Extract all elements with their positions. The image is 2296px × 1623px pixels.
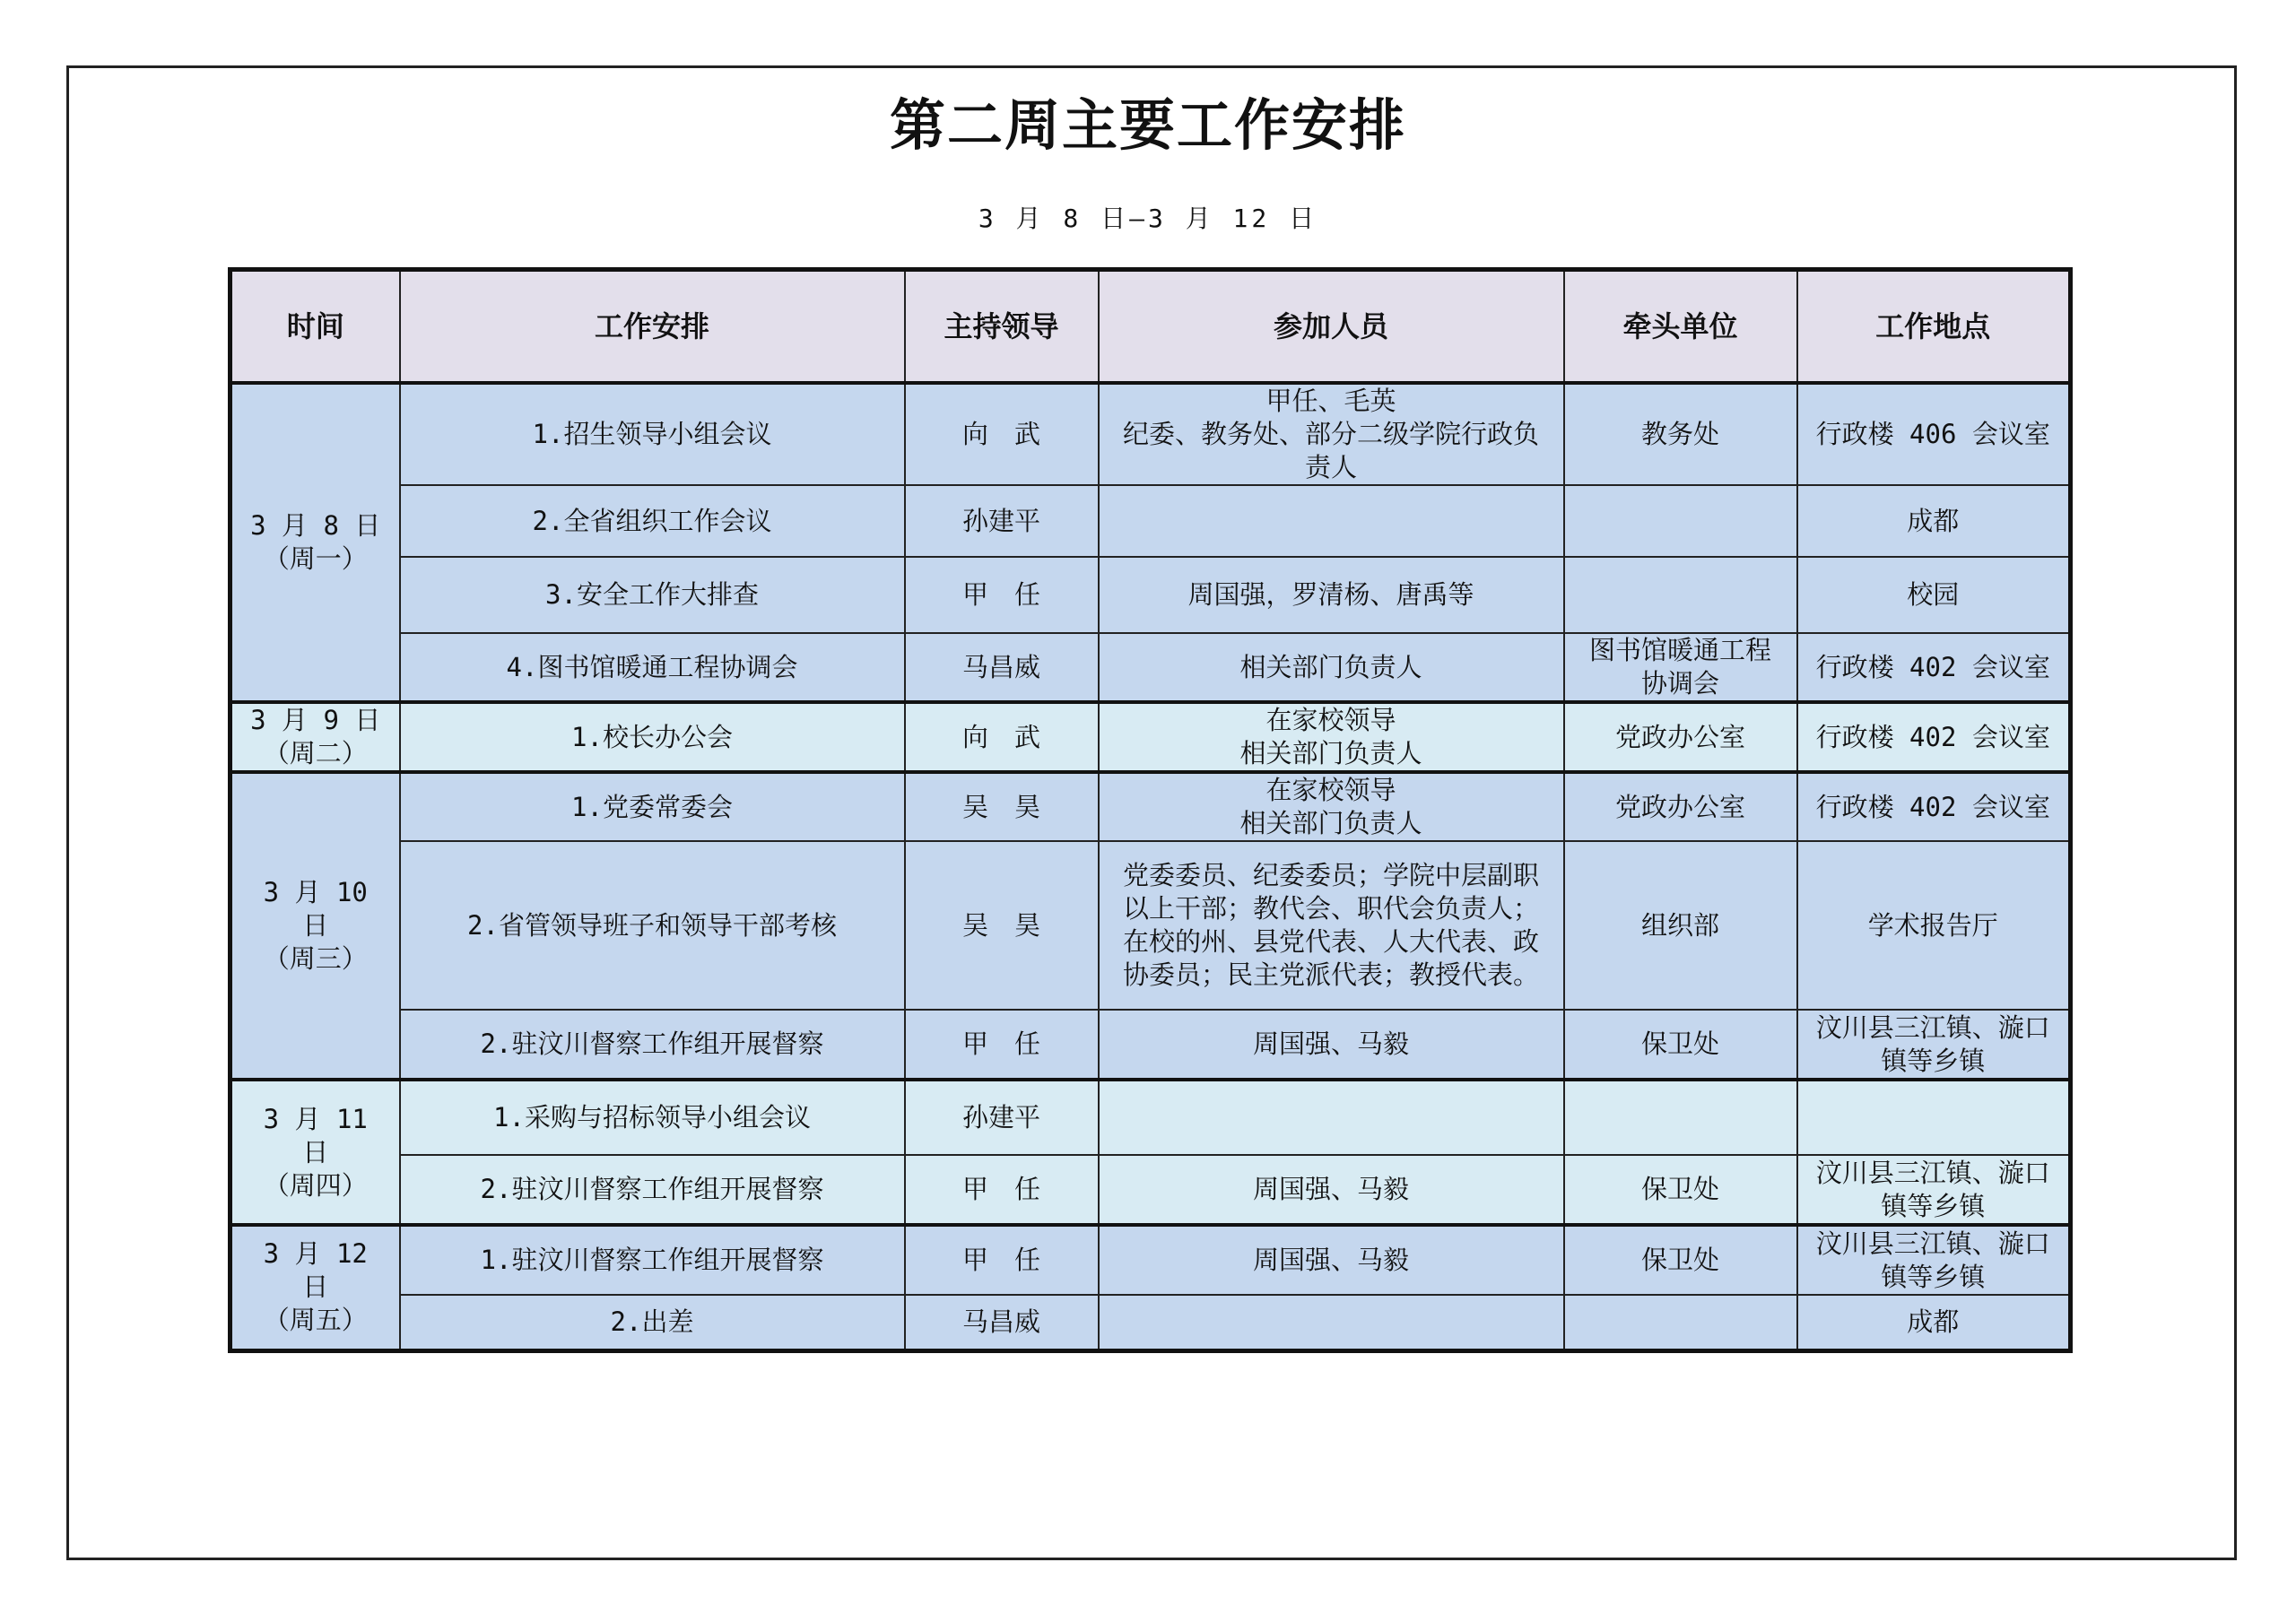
day-cell bbox=[230, 1080, 400, 1225]
attendees-cell bbox=[1099, 1295, 1564, 1350]
header-work: 工作安排 bbox=[400, 270, 905, 384]
table-row bbox=[230, 1080, 2071, 1155]
table-row bbox=[230, 702, 2071, 772]
day-date: 3 月 8 日 bbox=[250, 510, 381, 541]
attendees-line: 纪委、教务处、部分二级学院行政负责人 bbox=[1122, 419, 1539, 482]
day-date: 3 月 11 日 bbox=[263, 1103, 368, 1167]
header-unit: 牵头单位 bbox=[1564, 270, 1797, 384]
attendees-cell: 周国强、马毅 bbox=[1099, 1010, 1564, 1080]
location-cell: 行政楼 402 会议室 bbox=[1797, 702, 2071, 772]
unit-cell: 教务处 bbox=[1564, 383, 1797, 485]
date-range: 3 月 8 日—3 月 12 日 bbox=[978, 204, 1318, 233]
attendees-cell: 党委委员、纪委委员；学院中层副职以上干部；教代会、职代会负责人；在校的州、县党代表、人大代表、政协委员；民主党派代表；教授代表。 bbox=[1099, 841, 1564, 1010]
day-cell bbox=[230, 772, 400, 1080]
location-cell: 行政楼 402 会议室 bbox=[1797, 633, 2071, 702]
task-cell: 1.采购与招标领导小组会议 bbox=[400, 1080, 905, 1155]
attendees-cell bbox=[1099, 383, 1564, 485]
table-header-row bbox=[230, 270, 2071, 384]
attendees-cell: 周国强、马毅 bbox=[1099, 1225, 1564, 1295]
attendees-cell: 周国强、马毅 bbox=[1099, 1155, 1564, 1225]
location-cell: 学术报告厅 bbox=[1797, 841, 2071, 1010]
unit-cell bbox=[1564, 485, 1797, 557]
leader-cell: 马昌威 bbox=[905, 1295, 1099, 1350]
day-cell bbox=[230, 1225, 400, 1350]
task-cell: 2.驻汶川督察工作组开展督察 bbox=[400, 1155, 905, 1225]
leader-cell: 甲 任 bbox=[905, 557, 1099, 633]
task-cell: 2.出差 bbox=[400, 1295, 905, 1350]
location-cell: 行政楼 406 会议室 bbox=[1797, 383, 2071, 485]
day-date: 3 月 12 日 bbox=[263, 1238, 368, 1303]
table-row bbox=[230, 1225, 2071, 1295]
table-row bbox=[230, 1155, 2071, 1225]
day-weekday: （周二） bbox=[263, 738, 368, 768]
leader-cell: 孙建平 bbox=[905, 485, 1099, 557]
location-cell bbox=[1797, 1080, 2071, 1155]
day-cell bbox=[230, 702, 400, 772]
table-row bbox=[230, 1295, 2071, 1350]
table-row bbox=[230, 633, 2071, 702]
unit-cell bbox=[1564, 1080, 1797, 1155]
unit-cell: 保卫处 bbox=[1564, 1010, 1797, 1080]
table-row bbox=[230, 1010, 2071, 1080]
attendees-cell: 相关部门负责人 bbox=[1099, 633, 1564, 702]
attendees-line: 甲任、毛英 bbox=[1265, 386, 1396, 416]
unit-cell: 保卫处 bbox=[1564, 1225, 1797, 1295]
attendees-cell: 周国强，罗清杨、唐禹等 bbox=[1099, 557, 1564, 633]
table-row bbox=[230, 383, 2071, 485]
attendees-cell bbox=[1099, 772, 1564, 841]
header-time: 时间 bbox=[230, 270, 400, 384]
unit-cell: 组织部 bbox=[1564, 841, 1797, 1010]
header-leader: 主持领导 bbox=[905, 270, 1099, 384]
day-date: 3 月 9 日 bbox=[250, 705, 381, 735]
day-weekday: （周三） bbox=[263, 943, 368, 974]
attendees-line: 在家校领导 bbox=[1265, 775, 1396, 805]
day-weekday: （周一） bbox=[263, 543, 368, 574]
unit-cell: 图书馆暖通工程协调会 bbox=[1564, 633, 1797, 702]
task-cell: 2.全省组织工作会议 bbox=[400, 485, 905, 557]
unit-cell: 党政办公室 bbox=[1564, 772, 1797, 841]
location-cell: 行政楼 402 会议室 bbox=[1797, 772, 2071, 841]
leader-cell: 马昌威 bbox=[905, 633, 1099, 702]
task-cell: 2.省管领导班子和领导干部考核 bbox=[400, 841, 905, 1010]
header-location: 工作地点 bbox=[1797, 270, 2071, 384]
task-cell: 1.招生领导小组会议 bbox=[400, 383, 905, 485]
page-title: 第二周主要工作安排 bbox=[889, 92, 1406, 158]
unit-cell: 党政办公室 bbox=[1564, 702, 1797, 772]
table-row bbox=[230, 772, 2071, 841]
task-cell: 1.校长办公会 bbox=[400, 702, 905, 772]
table-row bbox=[230, 485, 2071, 557]
table-row bbox=[230, 841, 2071, 1010]
leader-cell: 向 武 bbox=[905, 383, 1099, 485]
attendees-cell bbox=[1099, 702, 1564, 772]
unit-cell bbox=[1564, 1295, 1797, 1350]
location-cell: 汶川县三江镇、漩口镇等乡镇 bbox=[1797, 1010, 2071, 1080]
day-weekday: （周四） bbox=[263, 1169, 368, 1201]
day-date: 3 月 10 日 bbox=[263, 877, 368, 941]
leader-cell: 向 武 bbox=[905, 702, 1099, 772]
leader-cell: 吴 昊 bbox=[905, 772, 1099, 841]
schedule-table bbox=[228, 267, 2073, 1353]
day-weekday: （周五） bbox=[263, 1305, 368, 1336]
leader-cell: 甲 任 bbox=[905, 1225, 1099, 1295]
location-cell: 汶川县三江镇、漩口镇等乡镇 bbox=[1797, 1225, 2071, 1295]
location-cell: 汶川县三江镇、漩口镇等乡镇 bbox=[1797, 1155, 2071, 1225]
day-cell bbox=[230, 383, 400, 702]
task-cell: 4.图书馆暖通工程协调会 bbox=[400, 633, 905, 702]
table-row bbox=[230, 557, 2071, 633]
task-cell: 2.驻汶川督察工作组开展督察 bbox=[400, 1010, 905, 1080]
leader-cell: 孙建平 bbox=[905, 1080, 1099, 1155]
location-cell: 成都 bbox=[1797, 485, 2071, 557]
leader-cell: 甲 任 bbox=[905, 1010, 1099, 1080]
attendees-cell bbox=[1099, 485, 1564, 557]
attendees-line: 在家校领导 bbox=[1265, 705, 1396, 735]
attendees-line: 相关部门负责人 bbox=[1239, 738, 1422, 768]
attendees-cell bbox=[1099, 1080, 1564, 1155]
unit-cell bbox=[1564, 557, 1797, 633]
attendees-line: 相关部门负责人 bbox=[1239, 808, 1422, 838]
unit-cell: 保卫处 bbox=[1564, 1155, 1797, 1225]
header-attendees: 参加人员 bbox=[1099, 270, 1564, 384]
task-cell: 1.党委常委会 bbox=[400, 772, 905, 841]
location-cell: 校园 bbox=[1797, 557, 2071, 633]
task-cell: 3.安全工作大排查 bbox=[400, 557, 905, 633]
task-cell: 1.驻汶川督察工作组开展督察 bbox=[400, 1225, 905, 1295]
leader-cell: 吴 昊 bbox=[905, 841, 1099, 1010]
leader-cell: 甲 任 bbox=[905, 1155, 1099, 1225]
location-cell: 成都 bbox=[1797, 1295, 2071, 1350]
